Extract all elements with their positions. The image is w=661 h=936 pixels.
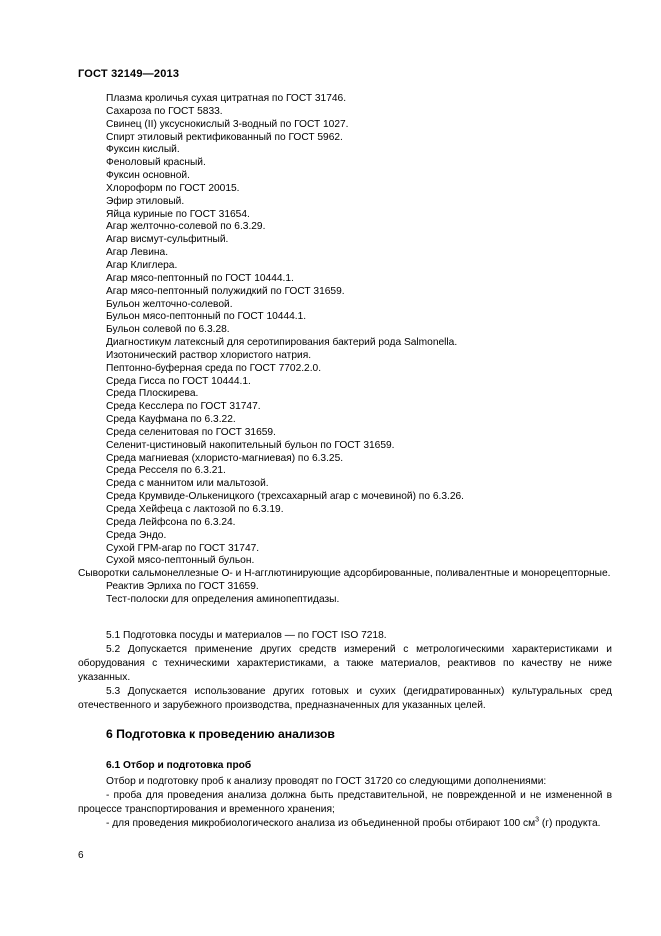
material-item: Яйца куриные по ГОСТ 31654. xyxy=(106,208,250,220)
sampling-intro: Отбор и подготовку проб к анализу проводят по ГОСТ 31720 со следующими дополнениями: xyxy=(106,776,547,787)
material-item: Хлороформ по ГОСТ 20015. xyxy=(106,182,240,194)
material-item: Среда Эндо. xyxy=(106,529,167,541)
material-item: Среда селенитовая по ГОСТ 31659. xyxy=(106,426,276,438)
material-item: Спирт этиловый ректификованный по ГОСТ 5962. xyxy=(106,131,343,143)
sampling-item-2 xyxy=(78,817,612,831)
material-item: Свинец (II) уксуснокислый 3-водный по ГОСТ 1027. xyxy=(106,118,349,130)
material-item: Фуксин кислый. xyxy=(106,144,180,156)
material-item: Бульон солевой по 6.3.28. xyxy=(106,324,230,336)
section-6-title: 6 Подготовка к проведению анализов xyxy=(106,727,335,741)
material-item: Эфир этиловый. xyxy=(106,195,185,207)
material-item: Бульон желточно-солевой. xyxy=(106,298,233,310)
material-item: Феноловый красный. xyxy=(106,157,206,169)
material-item: Среда Кауфмана по 6.3.22. xyxy=(106,414,236,426)
material-item: Среда магниевая (хлористо-магниевая) по 6.3.25. xyxy=(106,452,344,464)
paragraph-5-2: 5.2 Допускается применение других средств измерений с метрологическими характеристиками и оборудования с техническими характеристиками, а также материалов, реактивов по качеству не ниже указанных. xyxy=(78,644,612,683)
material-item: Сухой ГРМ-агар по ГОСТ 31747. xyxy=(106,542,260,554)
material-item: Фуксин основной. xyxy=(106,170,190,182)
material-item: Агар мясо-пептонный по ГОСТ 10444.1. xyxy=(106,272,294,284)
paragraph-5-3: 5.3 Допускается использование других готовых и сухих (дегидратированных) культуральных сред отечественного и зарубежного производства, предназначенных для указанных целей. xyxy=(78,686,612,711)
sampling-item-2-text: - для проведения микробиологического анализа из объединенной пробы отбирают 100 см xyxy=(106,818,536,829)
material-item: Тест-полоски для определения аминопептидазы. xyxy=(106,593,340,605)
material-item: Сахароза по ГОСТ 5833. xyxy=(106,105,223,117)
material-item: Сыворотки сальмонеллезные О- и Н-агглютинирующие адсорбированные, поливалентные и монорецепторные. xyxy=(78,568,611,580)
material-item: Среда с маннитом или мальтозой. xyxy=(106,478,269,490)
material-item: Сухой мясо-пептонный бульон. xyxy=(106,555,255,567)
sampling-item-1: - проба для проведения анализа должна быть представительной, не поврежденной и не измененной в процессе транспортирования и временного хранения; xyxy=(78,790,612,815)
material-item: Среда Плоскирева. xyxy=(106,388,199,400)
paragraph-5-1: 5.1 Подготовка посуды и материалов — по ГОСТ ISO 7218. xyxy=(106,630,387,641)
material-item: Пептонно-буферная среда по ГОСТ 7702.2.0. xyxy=(106,362,322,374)
material-item: Реактив Эрлиха по ГОСТ 31659. xyxy=(106,581,259,593)
material-item: Среда Ресселя по 6.3.21. xyxy=(106,465,226,477)
material-item: Агар Клиглера. xyxy=(106,259,178,271)
materials-list xyxy=(78,93,612,607)
material-item: Среда Кесслера по ГОСТ 31747. xyxy=(106,401,261,413)
subsection-6-1-title: 6.1 Отбор и подготовка проб xyxy=(106,760,252,771)
document-header: ГОСТ 32149—2013 xyxy=(78,68,180,80)
material-item: Среда Гисса по ГОСТ 10444.1. xyxy=(106,375,251,387)
material-item: Плазма кроличья сухая цитратная по ГОСТ 31746. xyxy=(106,93,347,104)
material-item: Агар Левина. xyxy=(106,247,169,259)
material-item: Среда Лейфсона по 6.3.24. xyxy=(106,516,236,528)
material-item: Агар висмут-сульфитный. xyxy=(106,234,229,246)
material-item: Селенит-цистиновый накопительный бульон по ГОСТ 31659. xyxy=(106,439,395,451)
sampling-item-2-unit: (г) продукта. xyxy=(539,818,601,829)
page-number: 6 xyxy=(78,850,84,861)
material-item: Среда Хейфеца с лактозой по 6.3.19. xyxy=(106,504,284,515)
material-item: Агар мясо-пептонный полужидкий по ГОСТ 31659. xyxy=(106,285,345,297)
material-item: Среда Крумвиде-Олькеницкого (трехсахарный агар с мочевиной) по 6.3.26. xyxy=(106,491,464,503)
material-item: Изотонический раствор хлористого натрия. xyxy=(106,349,312,361)
material-item: Бульон мясо-пептонный по ГОСТ 10444.1. xyxy=(106,311,307,323)
cubic-superscript: 3 xyxy=(535,816,540,824)
material-item: Диагностикум латексный для серотипирования бактерий рода Salmonella. xyxy=(106,337,458,349)
material-item: Агар желточно-солевой по 6.3.29. xyxy=(106,221,266,233)
